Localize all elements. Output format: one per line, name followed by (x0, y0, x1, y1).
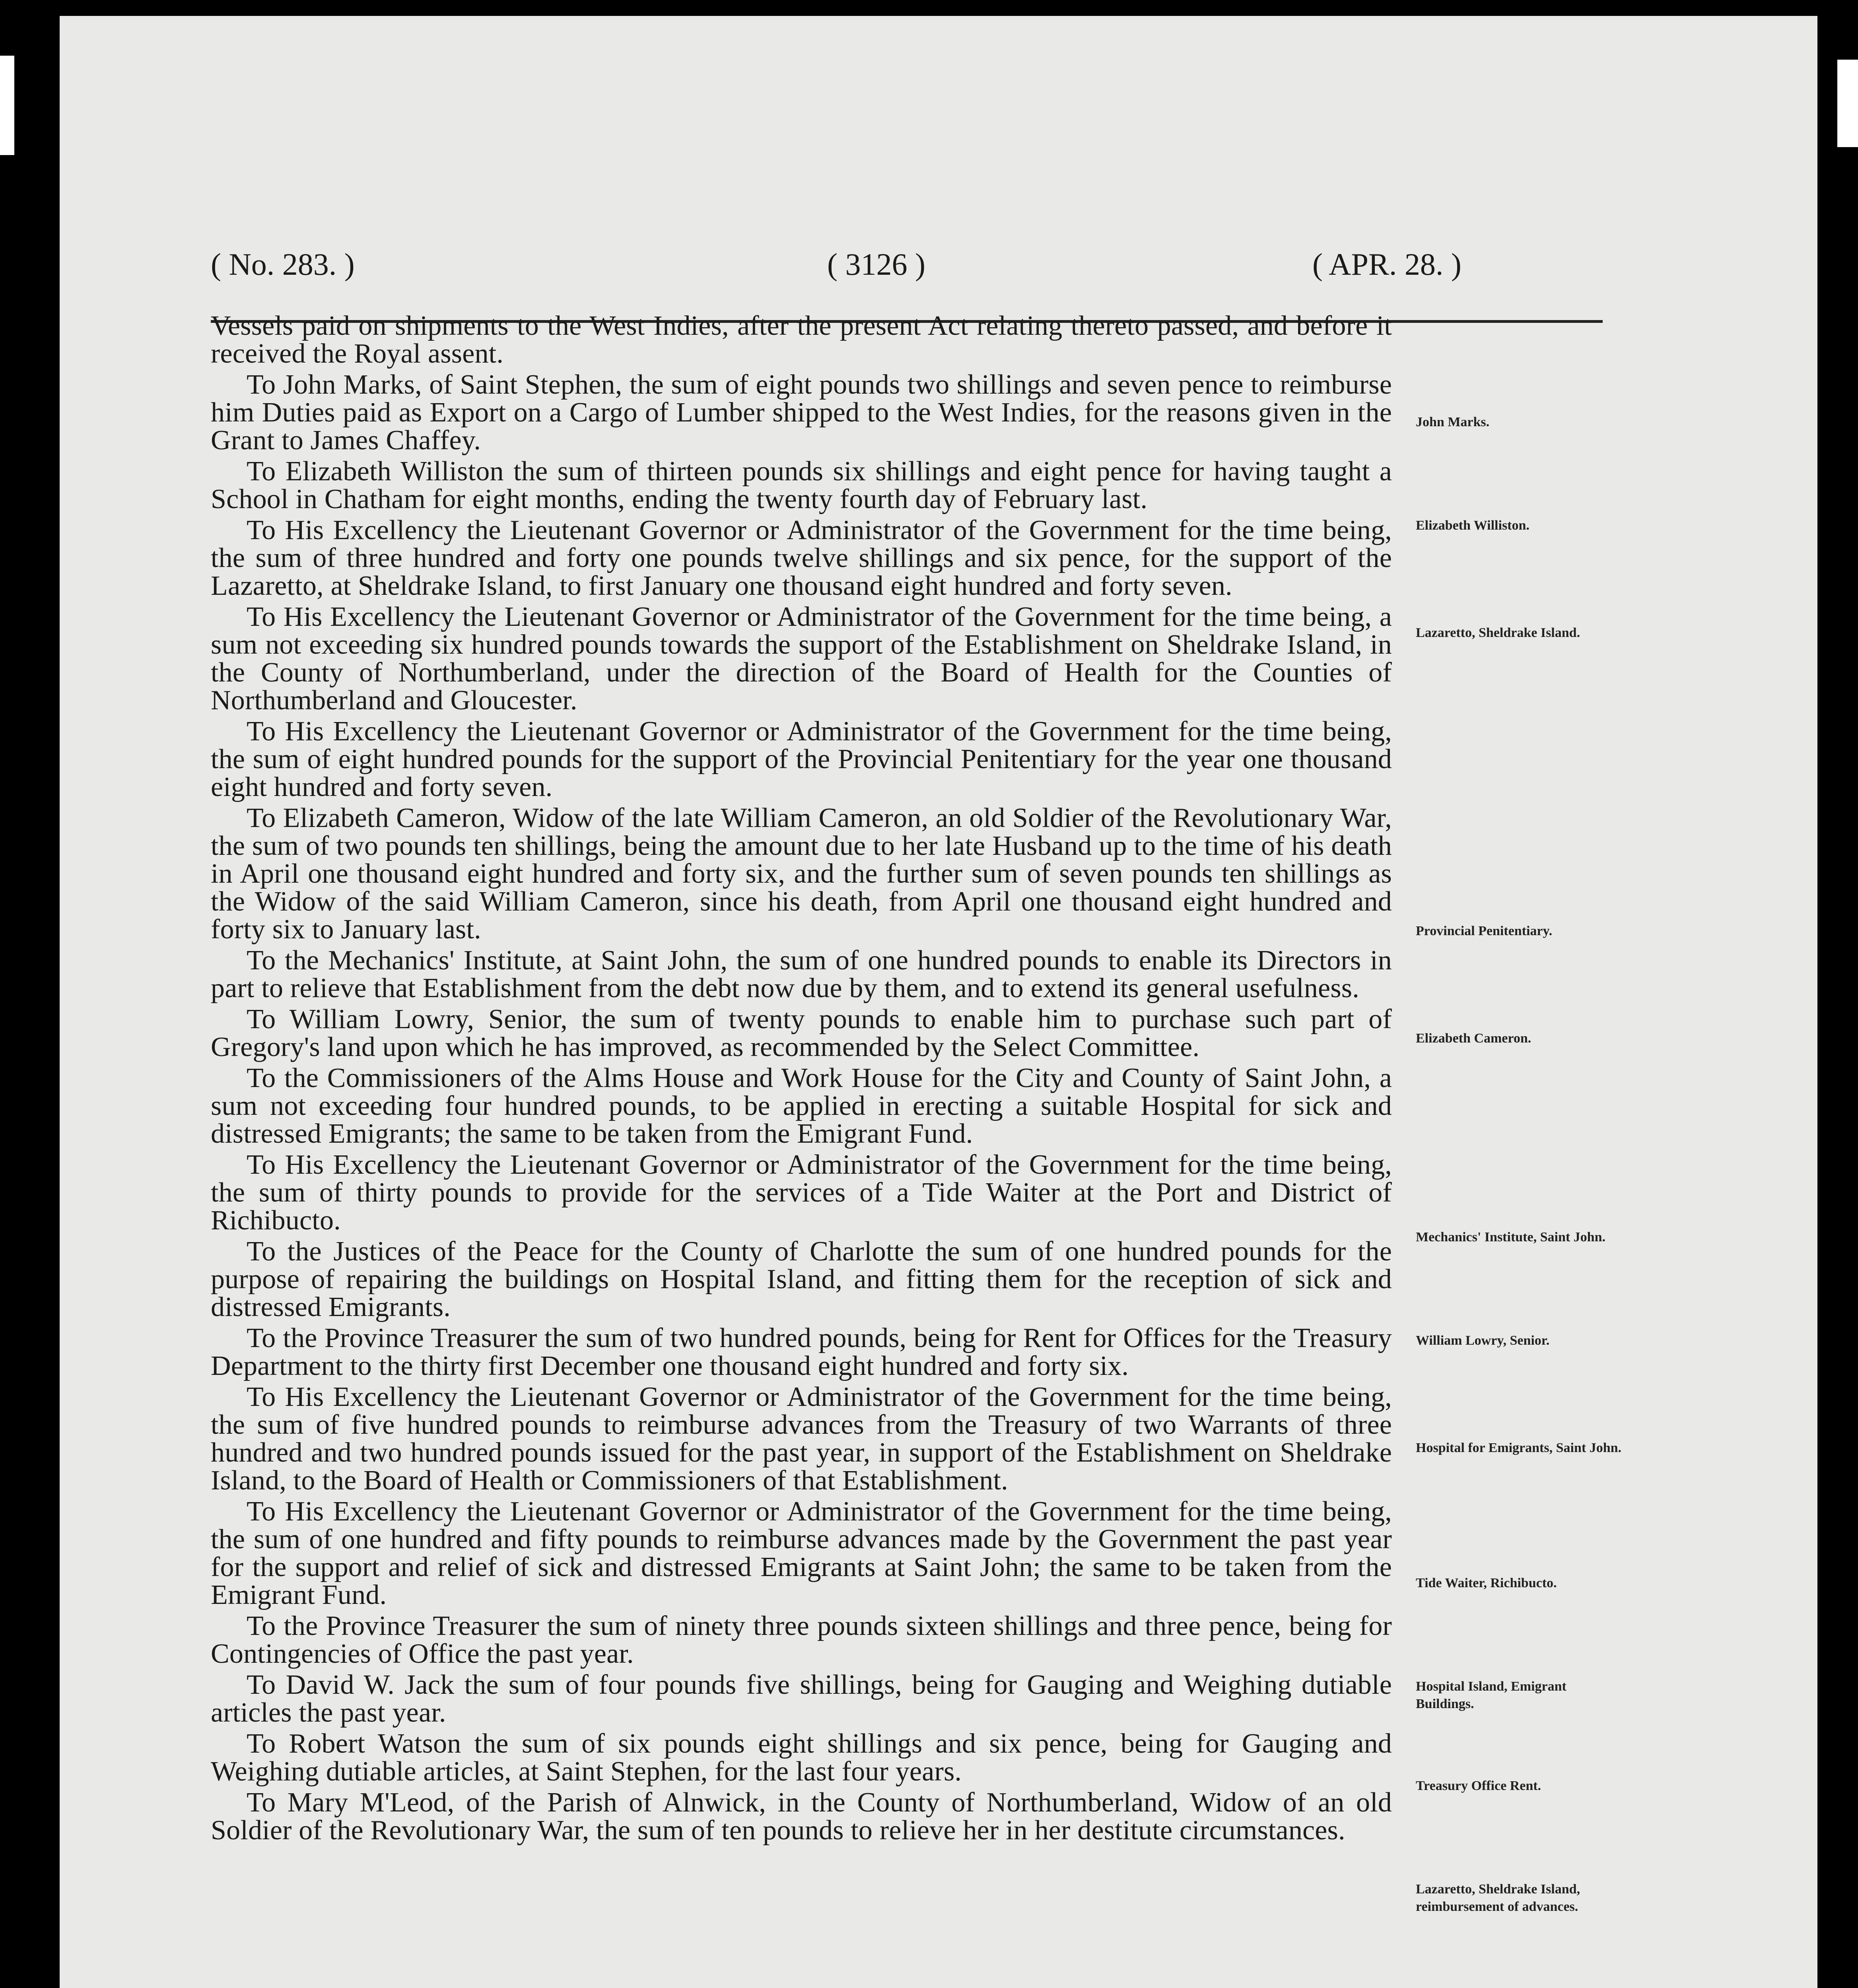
margin-note: Elizabeth Williston. (1416, 518, 1530, 533)
paragraph: To David W. Jack the sum of four pounds five shillings, being for Gauging and Weighing dutiable articles the past year. (211, 1670, 1392, 1728)
page-header (211, 239, 1603, 298)
margin-note: Mechanics' Institute, Saint John. (1416, 1230, 1605, 1244)
paragraph: To Robert Watson the sum of six pounds eight shillings and six pence, being for Gauging and Weighing dutiable articles, at Saint Stephen, for the last four years. (211, 1728, 1392, 1787)
margin-note: Elizabeth Cameron. (1416, 1031, 1531, 1046)
binding-mark (0, 56, 14, 155)
margin-note: John Marks. (1416, 415, 1490, 429)
paragraph: To His Excellency the Lieutenant Governor or Administrator of the Government for the time being, the sum of one hundred and fifty pounds to reimburse advances made by the Government the past year for the support and relief of sick and distressed Emigrants at Saint John; the same to be taken from the Emigrant Fund. (211, 1496, 1392, 1610)
page-number: ( 3126 ) (827, 247, 925, 282)
paragraph: To the Commissioners of the Alms House and Work House for the City and County of Saint John, a sum not exceeding four hundred pounds, to be applied in erecting a suitable Hospital for sick and distressed Emigrants; the same to be taken from the Emigrant Fund. (211, 1063, 1392, 1149)
paragraph: To the Province Treasurer the sum of ninety three pounds sixteen shillings and three pence, being for Contingencies of Office the past year. (211, 1611, 1392, 1669)
binding-mark (1837, 60, 1858, 147)
paragraph: To His Excellency the Lieutenant Governor or Administrator of the Government for the time being, the sum of eight hundred pounds for the support of the Provincial Penitentiary for the year one thousand eight hundred and forty seven. (211, 716, 1392, 802)
paragraph: To the Mechanics' Institute, at Saint John, the sum of one hundred pounds to enable its Directors in part to relieve that Establishment from the debt now due by them, and to extend its general usefulness. (211, 945, 1392, 1004)
header-date: ( APR. 28. ) (1312, 247, 1462, 282)
paragraph: Vessels paid on shipments to the West Indies, after the present Act relating thereto passed, and before it received the Royal assent. (211, 311, 1392, 369)
margin-note: Provincial Penitentiary. (1416, 924, 1553, 938)
margin-note: Hospital Island, Emigrant Buildings. (1416, 1679, 1566, 1711)
body-text (211, 312, 1392, 1848)
act-number: ( No. 283. ) (211, 247, 355, 282)
paragraph: To His Excellency the Lieutenant Governor or Administrator of the Government for the time being, a sum not exceeding six hundred pounds towards the support of the Establishment on Sheldrake Island, in the County of Northumberland, under the direction of the Board of Health for the Counties of Northumberland and Gloucester. (211, 602, 1392, 716)
paragraph: To Elizabeth Cameron, Widow of the late William Cameron, an old Soldier of the Revolutionary War, the sum of two pounds ten shillings, being the amount due to her late Husband up to the time of his death in April one thousand eight hundred and forty six, and the further sum of seven pounds ten shillings as the Widow of the said William Cameron, since his death, from April one thousand eight hundred and forty six to January last. (211, 803, 1392, 945)
margin-note: William Lowry, Senior. (1416, 1333, 1550, 1348)
paragraph: To John Marks, of Saint Stephen, the sum of eight pounds two shillings and seven pence to reimburse him Duties paid as Export on a Cargo of Lumber shipped to the West Indies, for the reasons given in the Grant to James Chaffey. (211, 369, 1392, 456)
paragraph: To His Excellency the Lieutenant Governor or Administrator of the Government for the time being, the sum of five hundred pounds to reimburse advances from the Treasury of two Warrants of three hundred and two hundred pounds issued for the past year, in support of the Establishment on Sheldrake Island, to the Board of Health or Commissioners of that Establishment. (211, 1382, 1392, 1496)
paragraph: To the Province Treasurer the sum of two hundred pounds, being for Rent for Offices for the Treasury Department to the thirty first December one thousand eight hundred and forty six. (211, 1323, 1392, 1381)
document-page (60, 16, 1817, 1988)
margin-note: Treasury Office Rent. (1416, 1778, 1541, 1793)
margin-note: Hospital for Emigrants, Saint John. (1416, 1441, 1622, 1455)
paragraph: To His Excellency the Lieutenant Governor or Administrator of the Government for the time being, the sum of three hundred and forty one pounds twelve shillings and six pence, for the support of the Lazaretto, at Sheldrake Island, to first January one thousand eight hundred and forty seven. (211, 515, 1392, 601)
paragraph: To His Excellency the Lieutenant Governor or Administrator of the Government for the time being, the sum of thirty pounds to provide for the services of a Tide Waiter at the Port and District of Richibucto. (211, 1149, 1392, 1236)
paragraph: To William Lowry, Senior, the sum of twenty pounds to enable him to purchase such part of Gregory's land upon which he has improved, as recommended by the Select Committee. (211, 1004, 1392, 1062)
paragraph: To Elizabeth Williston the sum of thirteen pounds six shillings and eight pence for having taught a School in Chatham for eight months, ending the twenty fourth day of February last. (211, 456, 1392, 514)
margin-note: Lazaretto, Sheldrake Island. (1416, 625, 1580, 640)
paragraph: To Mary M'Leod, of the Parish of Alnwick, in the County of Northumberland, Widow of an old Soldier of the Revolutionary War, the sum of ten pounds to relieve her in her destitute circumstances. (211, 1787, 1392, 1846)
paragraph: To the Justices of the Peace for the County of Charlotte the sum of one hundred pounds for the purpose of repairing the buildings on Hospital Island, and fitting them for the reception of sick and distressed Emigrants. (211, 1236, 1392, 1322)
margin-note: Lazaretto, Sheldrake Island, reimbursement of advances. (1416, 1882, 1580, 1914)
margin-note: Tide Waiter, Richibucto. (1416, 1576, 1557, 1590)
